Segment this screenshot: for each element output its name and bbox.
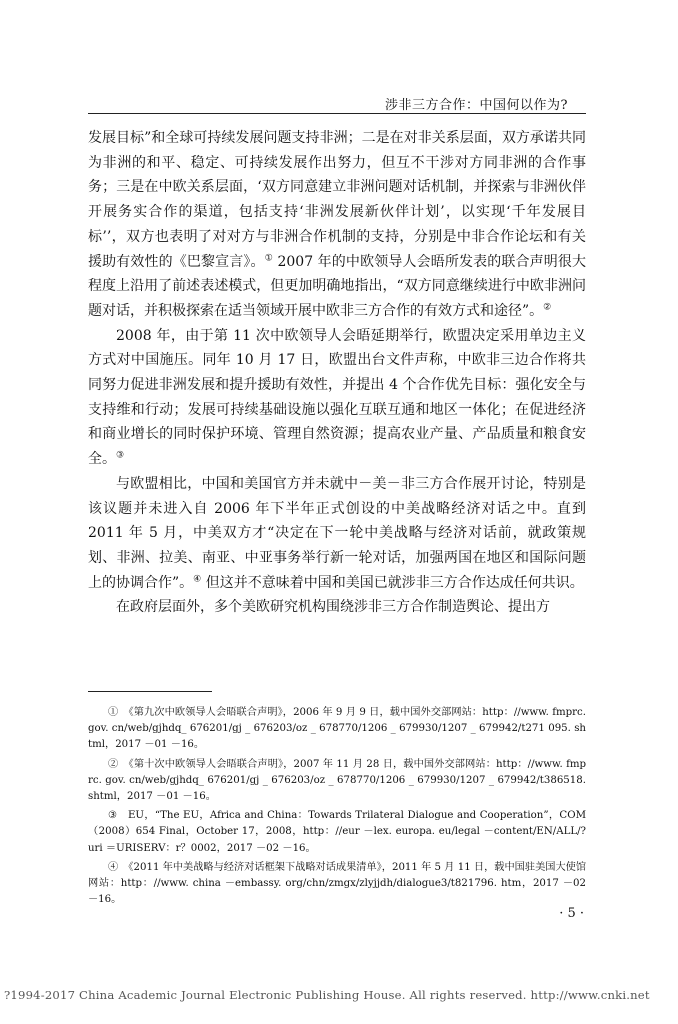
paragraph-3-text-b: 但这并不意味着中国和美国已就涉非三方合作达成任何共识。 bbox=[201, 574, 584, 591]
paragraph-2 bbox=[88, 324, 586, 472]
footnote-mark: ② bbox=[108, 758, 119, 770]
footnote-ref-2[interactable]: ② bbox=[543, 302, 552, 313]
paragraph-1 bbox=[88, 126, 586, 324]
footnote-text: 《2011 年中美战略与经济对话框架下战略对话成果清单》，2011 年 5 月 11 日，载中国驻美国大使馆网站：http：//www. china －embassy. org/chn/zmgx/zlyjjdh/dialogue3/t821796. htm，2017 －02 －16。 bbox=[88, 861, 587, 906]
header-rule bbox=[88, 113, 586, 114]
running-header: 涉非三方合作：中国何以作为? bbox=[385, 98, 568, 113]
footnote-1 bbox=[88, 705, 586, 754]
page-number: · 5 · bbox=[559, 906, 584, 921]
footnote-rule bbox=[88, 691, 212, 692]
body-text bbox=[88, 126, 586, 620]
footnote-text: 《第九次中欧领导人会晤联合声明》，2006 年 9 月 9 日，载中国外交部网站：http：//www. fmprc. gov. cn/web/gjhdq_ 676201/gj _ 676203/oz _ 678770/1206 _ 679930/1207 _ 679942/t271 095. shtml，2017 －01 －16。 bbox=[88, 707, 586, 751]
copyright-line: ?1994-2017 China Academic Journal Electronic Publishing House. All rights reserved. http://www.cnki.net bbox=[4, 988, 650, 1002]
footnote-mark: ④ bbox=[108, 861, 119, 873]
paragraph-4 bbox=[88, 595, 586, 620]
footnote-mark: ① bbox=[108, 707, 119, 718]
footnote-4 bbox=[88, 860, 586, 909]
paragraph-1-text-b: 2007 年的中欧领导人会晤所发表的联合声明很大程度上沿用了前述表述模式，但更加明确地指出，“双方同意继续进行中欧非洲问题对话，并积极探索在适当领域开展中欧非三方合作的有效方式和途径”。 bbox=[88, 253, 587, 319]
paragraph-3-text: 与欧盟相比，中国和美国官方并未就中－美－非三方合作展开讨论，特别是该议题并未进入自 2006 年下半年正式创设的中美战略经济对话之中。直到 2011 年 5 月，中美双方才“决定在下一轮中美战略与经济对话前，就政策规划、非洲、拉美、南亚、中亚事务举行新一轮对话，加强两国在地区和国际问题上的协调合作”。 bbox=[88, 475, 586, 591]
paragraph-3 bbox=[88, 472, 586, 596]
footnote-text: 《第十次中欧领导人会晤联合声明》，2007 年 11 月 28 日，载中国外交部网站：http：//www. fmprc. gov. cn/web/gjhdq_ 676201/gj _ 676203/oz _ 678770/1206 _ 679930/1207 _ 679942/t386518. shtml，2017 －01 －16。 bbox=[88, 758, 587, 803]
paragraph-1-text: 发展目标”和全球可持续发展问题支持非洲；二是在对非关系层面，双方承诺共同为非洲的和平、稳定、可持续发展作出努力，但互不干涉对方同非洲的合作事务；三是在中欧关系层面，‘双方同意建立非洲问题对话机制，并探索与非洲伙伴开展务实合作的渠道，包括支持‘非洲发展新伙伴计划’，以实现‘千年发展目标’’，双方也表明了对对方与非洲合作机制的支持，分别是中非合作论坛和有关援助有效性的《巴黎宣言》。 bbox=[88, 130, 586, 270]
footnote-3 bbox=[88, 808, 586, 857]
footnote-text: EU，“The EU，Africa and China：Towards Trilateral Dialogue and Cooperation”，COM（2008）654 Final，October 17，2008，http：//eur －lex. europa. eu/legal －content/EN/ALL/? uri ＝URISERV：r？0002，2017 －02 －16。 bbox=[88, 810, 586, 854]
paragraph-2-text: 2008 年，由于第 11 次中欧领导人会晤延期举行，欧盟决定采用单边主义方式对中国施压。同年 10 月 17 日，欧盟出台文件声称，中欧非三边合作将共同努力促进非洲发展和提升援助有效性，并提出 4 个合作优先目标：强化安全与支持维和行动；发展可持续基础设施以强化互联互通和地区一体化；在促进经济和商业增长的同时保护环境、管理自然资源；提高农业产量、产品质量和粮食安全。 bbox=[88, 327, 586, 468]
footnote-ref-3[interactable]: ③ bbox=[116, 450, 125, 461]
footnote-2 bbox=[88, 757, 586, 806]
footnote-ref-1[interactable]: ① bbox=[264, 252, 273, 263]
footnotes bbox=[88, 705, 586, 911]
footnote-ref-4[interactable]: ④ bbox=[193, 574, 202, 584]
footnote-mark: ③ bbox=[108, 810, 118, 822]
paragraph-4-text: 在政府层面外，多个美欧研究机构围绕涉非三方合作制造舆论、提出方 bbox=[116, 599, 550, 616]
